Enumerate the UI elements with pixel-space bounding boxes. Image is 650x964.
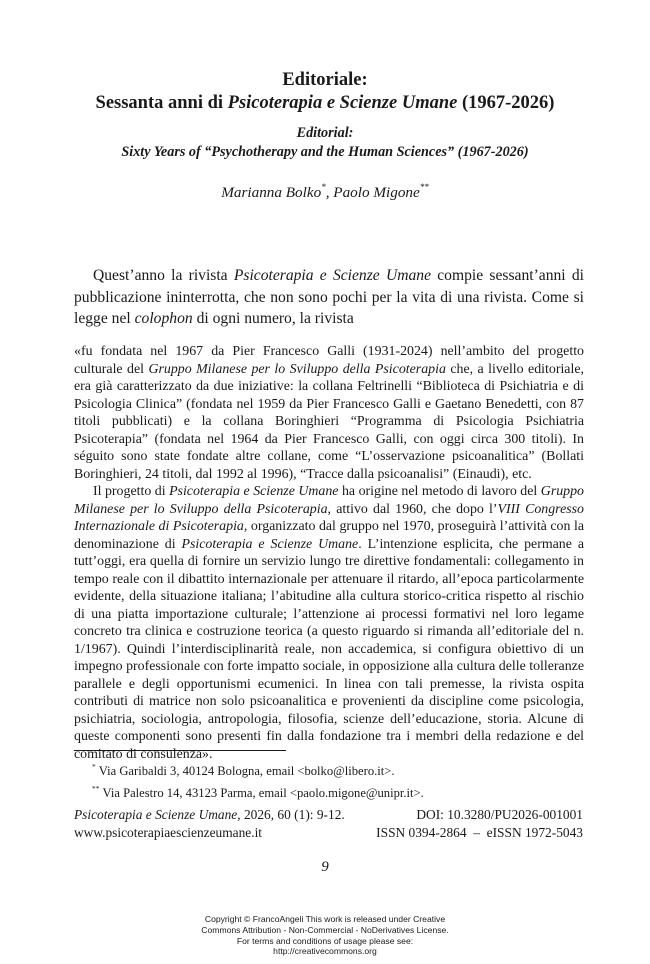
quote-paragraph: «fu fondata nel 1967 da Pier Francesco Galli (1931-2024) nell’ambito del progetto culturale del Gruppo Milanese per lo Sviluppo della Psicoterapia che, a livello editoriale, era già caratterizzato da due iniziative: la collana Feltrinelli “Biblioteca di Psichiatria e di Psicologia Clinica” (fondata nel 1959 da Pier Francesco Galli e Gaetano Benedetti, con 87 titoli pubblicati) e la collana Boringhieri “Programma di Psicologia Psichiatria Psicoterapia” (fondata nel 1964 da Pier Francesco Galli, con oggi circa 300 titoli). In séguito sono state fondate altre collane, come “L’osservazione psicoanalitica” (Bollati Boringhieri, 24 titoli, dal 1992 al 1996), “Tracce dalla psicoanalisi” (Einaudi), etc. <box>74 344 584 482</box>
quote-paragraph: Il progetto di Psicoterapia e Scienze Umane ha origine nel metodo di lavoro del Gruppo Milanese per lo Sviluppo della Psicoterapia, attivo dal 1960, che dopo l’VIII Congresso Internazionale di Psicoterapia, organizzato dal gruppo nel 1970, proseguirà l’attività con la denominazione di Psicoterapia e Scienze Umane. L’intenzione esplicita, che permane a tutt’oggi, era quella di fornire un servizio lungo tre direttive fondamentali: collegamento in tempo reale con il dibattito internazionale per attenuare il ritardo, all’epoca particolarmente evidente, della situazione italiana; l’abitudine alla cultura storico-critica rispetto al rischio di una piatta importazione culturale; l’attenzione ai processi formativi nel loro legame concreto tra clinica e costruzione teorica (a questo riguardo si rimanda all’editoriale del n. 1/1967). Quindi l’interdisciplinarità reale, non accademica, si configura obiettivo di un impegno professionale con forte impatto sociale, in opposizione alla cultura delle tolleranze parallele e degli opportunismi ecumenici. In linea con tali premesse, la rivista ospita contributi di matrice non solo psicoanalitica e provenienti da discipline come psicologia, psichiatria, sociologia, antropologia, filosofia, scienze dell’educazione, storia. Alcune di queste componenti sono presenti fin dalla fondazione tra i membri della redazione e del comitato di consulenza». <box>74 484 585 762</box>
website-link[interactable]: www.psicoterapiaescienzeumane.it <box>74 824 263 840</box>
footnotes <box>92 759 572 802</box>
license-link[interactable]: http://creativecommons.org <box>273 946 377 957</box>
article-title <box>0 69 650 115</box>
page-number: 9 <box>321 859 329 875</box>
issn: ISSN 0394-2864 – eISSN 1972-5043 <box>376 824 583 840</box>
title-line-2: Sessanta anni di Psicoterapia e Scienze Umane (1967-2026) <box>95 93 555 113</box>
footnote-divider <box>74 750 286 751</box>
journal-name: Psicoterapia e Scienze Umane <box>227 93 458 113</box>
block-quote <box>74 343 584 763</box>
author-name: Marianna Bolko <box>221 184 322 202</box>
footnote: * Via Garibaldi 3, 40124 Bologna, email <bolko@libero.it>. <box>92 762 395 779</box>
subtitle-line-1: Editorial: <box>296 125 354 141</box>
license-notice: Copyright © FrancoAngeli This work is released under Creative Commons Attribution - Non-Commercial - NoDerivatives License. For terms and conditions of usage please see: http://creativecommons.org <box>0 914 650 957</box>
footnote: ** Via Palestro 14, 43123 Parma, email <paolo.migone@unipr.it>. <box>92 783 424 800</box>
identifier-block <box>323 806 583 841</box>
citation: Psicoterapia e Scienze Umane, 2026, 60 (1): 9-12. <box>74 807 345 822</box>
title-line-1: Editoriale: <box>282 70 368 90</box>
author-name: Paolo Migone <box>333 184 420 202</box>
doi: DOI: 10.3280/PU2026-001001 <box>416 807 583 822</box>
intro-paragraph: Quest’anno la rivista Psicoterapia e Scienze Umane compie sessant’anni di pubblicazione ininterrotta, che non sono pochi per la vita di una rivista. Come si legge nel colophon di ogni numero, la rivista <box>74 267 584 327</box>
footnote-marker: ** <box>419 182 429 192</box>
article-subtitle <box>0 124 650 162</box>
subtitle-line-2: Sixty Years of “Psychotherapy and the Human Sciences” (1967-2026) <box>121 144 529 160</box>
authors: Marianna Bolko*, Paolo Migone** <box>221 182 429 202</box>
footnote-marker: * <box>321 182 326 192</box>
